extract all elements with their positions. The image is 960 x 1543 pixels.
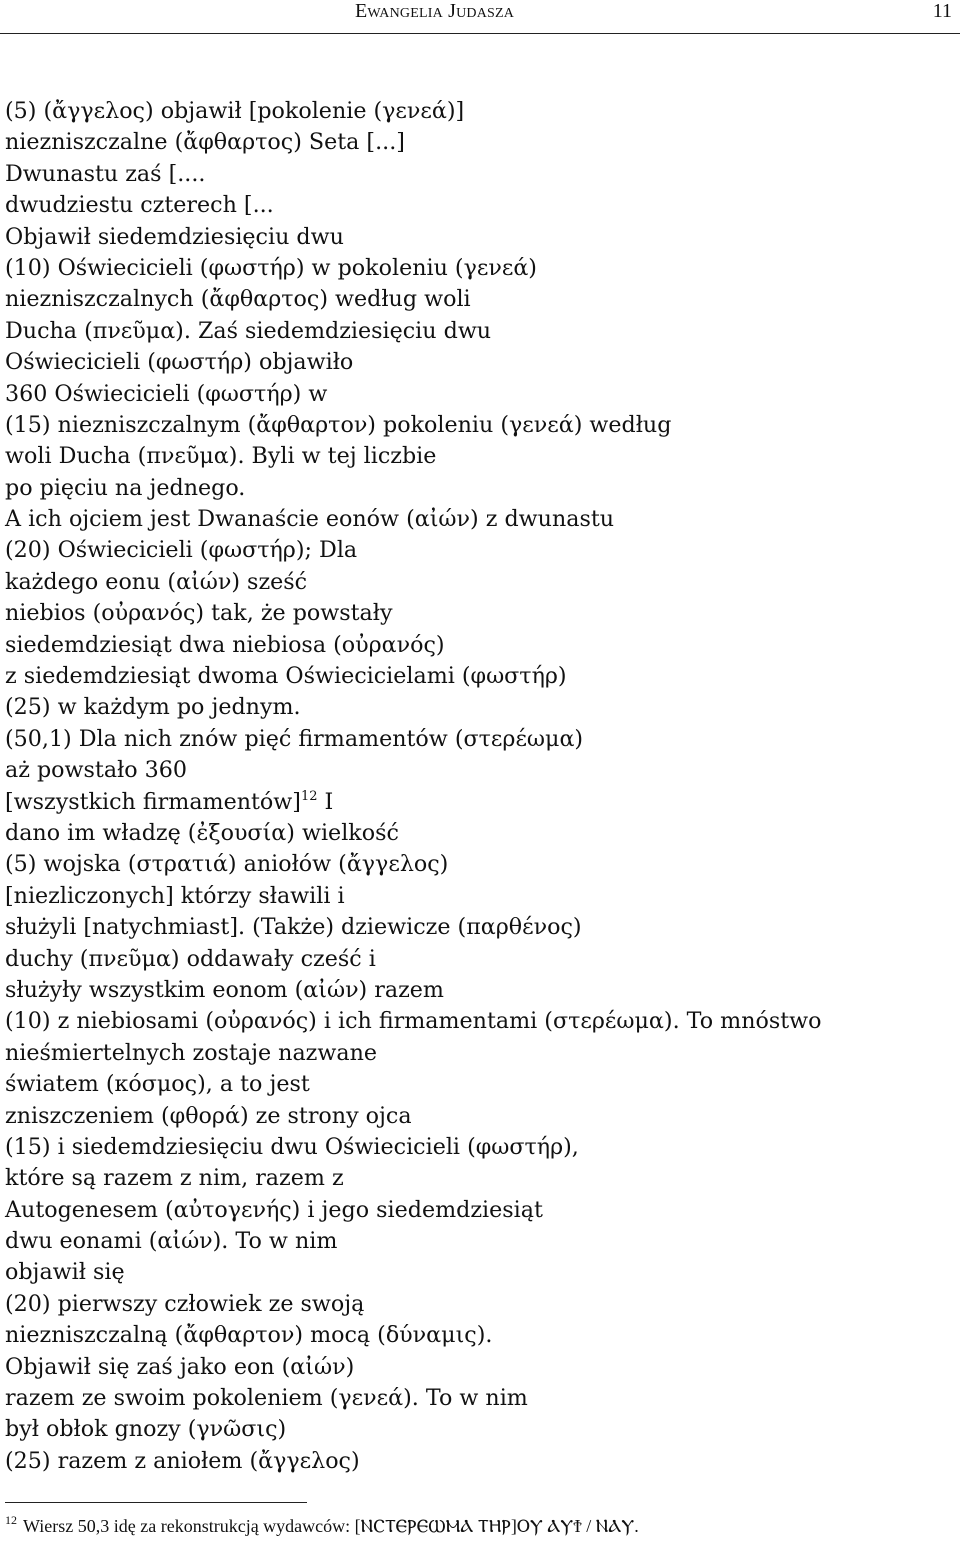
- text-line: (20) Oświecicieli (φωστήρ); Dla: [5, 537, 358, 564]
- page-number: 11: [932, 0, 952, 22]
- text-line: (25) razem z aniołem (ἄγγελος): [5, 1447, 360, 1474]
- text-line: [niezliczonych] którzy sławili i: [5, 882, 345, 909]
- text-line: objawił się: [5, 1259, 125, 1286]
- text-line: nieśmiertelnych zostaje nazwane: [5, 1039, 377, 1066]
- text-line: 360 Oświecicieli (φωστήρ) w: [5, 380, 328, 407]
- text-line: niebios (οὐρανός) tak, że powstały: [5, 600, 393, 627]
- text-line-with-footnote: [5, 787, 955, 818]
- text-line: aż powstało 360: [5, 757, 188, 784]
- text-line: (10) z niebiosami (οὐρανός) i ich firmamentami (στερέωμα). To mnóstwo: [5, 1008, 822, 1035]
- text-line: Objawił siedemdziesięciu dwu: [5, 223, 344, 250]
- text-line-fragment: [wszystkich firmamentów]: [5, 788, 301, 815]
- running-title: Ewangelia Judasza: [355, 0, 515, 22]
- footnote: [5, 1513, 639, 1537]
- text-line: (25) w każdym po jednym.: [5, 694, 301, 721]
- text-line: każdego eonu (αἰών) sześć: [5, 568, 308, 595]
- text-line: (5) (ἄγγελος) objawił [pokolenie (γενεά)]: [5, 98, 465, 124]
- text-line: dwudziestu czterech [...: [5, 192, 274, 219]
- text-line: światem (κόσμος), a to jest: [5, 1071, 310, 1098]
- running-header: [0, 0, 960, 30]
- text-line: zniszczeniem (φθορά) ze strony ojca: [5, 1102, 412, 1129]
- text-line: (15) niezniszczalnym (ἄφθαρτον) pokoleniu (γενεά) według: [5, 411, 672, 438]
- text-line: woli Ducha (πνεῦμα). Byli w tej liczbie: [5, 443, 437, 470]
- text-line: służyli [natychmiast]. (Także) dziewicze (παρθένος): [5, 914, 582, 941]
- footnote-text: Wiersz 50,3 idę za rekonstrukcją wydawców: [ⲚⲤⲦⲈⲢⲈⲰⲘⲀ ⲦⲎⲢ]ⲞⲨ ⲀⲨϮ / ⲚⲀⲨ.: [23, 1516, 639, 1536]
- translation-text: [5, 96, 955, 1477]
- text-line: które są razem z nim, razem z: [5, 1165, 344, 1192]
- text-line: niezniszczalnych (ἄφθαρτος) według woli: [5, 286, 471, 313]
- text-line: niezniszczalne (ἄφθαρτος) Seta [...]: [5, 129, 405, 156]
- text-line: (5) wojska (στρατιά) aniołów (ἄγγελος): [5, 851, 449, 878]
- text-line: był obłok gnozy (γνῶσις): [5, 1416, 287, 1443]
- header-rule: [0, 33, 960, 34]
- text-line: niezniszczalną (ἄφθαρτον) mocą (δύναμις).: [5, 1322, 493, 1349]
- text-line: dwu eonami (αἰών). To w nim: [5, 1228, 338, 1255]
- text-line: służyły wszystkim eonom (αἰών) razem: [5, 976, 444, 1003]
- text-line: Objawił się zaś jako eon (αἰών): [5, 1353, 355, 1380]
- text-line: (15) i siedemdziesięciu dwu Oświecicieli (φωστήρ),: [5, 1133, 579, 1160]
- text-line-fragment: I: [317, 788, 334, 815]
- text-line: Autogenesem (αὐτογενής) i jego siedemdziesiąt: [5, 1196, 543, 1223]
- text-line: razem ze swoim pokoleniem (γενεά). To w nim: [5, 1385, 528, 1412]
- text-line: Oświecicieli (φωστήρ) objawiło: [5, 349, 354, 376]
- text-line: duchy (πνεῦμα) oddawały cześć i: [5, 945, 376, 972]
- text-line: po pięciu na jednego.: [5, 474, 246, 501]
- text-line: (10) Oświecicieli (φωστήρ) w pokoleniu (γενεά): [5, 254, 537, 281]
- text-line: Dwunastu zaś [....: [5, 160, 206, 187]
- text-line: (20) pierwszy człowiek ze swoją: [5, 1290, 365, 1317]
- text-line: A ich ojciem jest Dwanaście eonów (αἰών) z dwunastu: [5, 506, 615, 533]
- text-line: dano im władzę (ἐξουσία) wielkość: [5, 819, 399, 846]
- footnote-rule: [5, 1502, 307, 1503]
- footnote-reference[interactable]: 12: [300, 788, 318, 804]
- footnote-number: 12: [5, 1513, 17, 1527]
- text-line: Ducha (πνεῦμα). Zaś siedemdziesięciu dwu: [5, 317, 492, 344]
- text-line: siedemdziesiąt dwa niebiosa (οὐρανός): [5, 631, 445, 658]
- text-line: (50,1) Dla nich znów pięć firmamentów (στερέωμα): [5, 725, 584, 752]
- text-line: z siedemdziesiąt dwoma Oświecicielami (φωστήρ): [5, 663, 567, 690]
